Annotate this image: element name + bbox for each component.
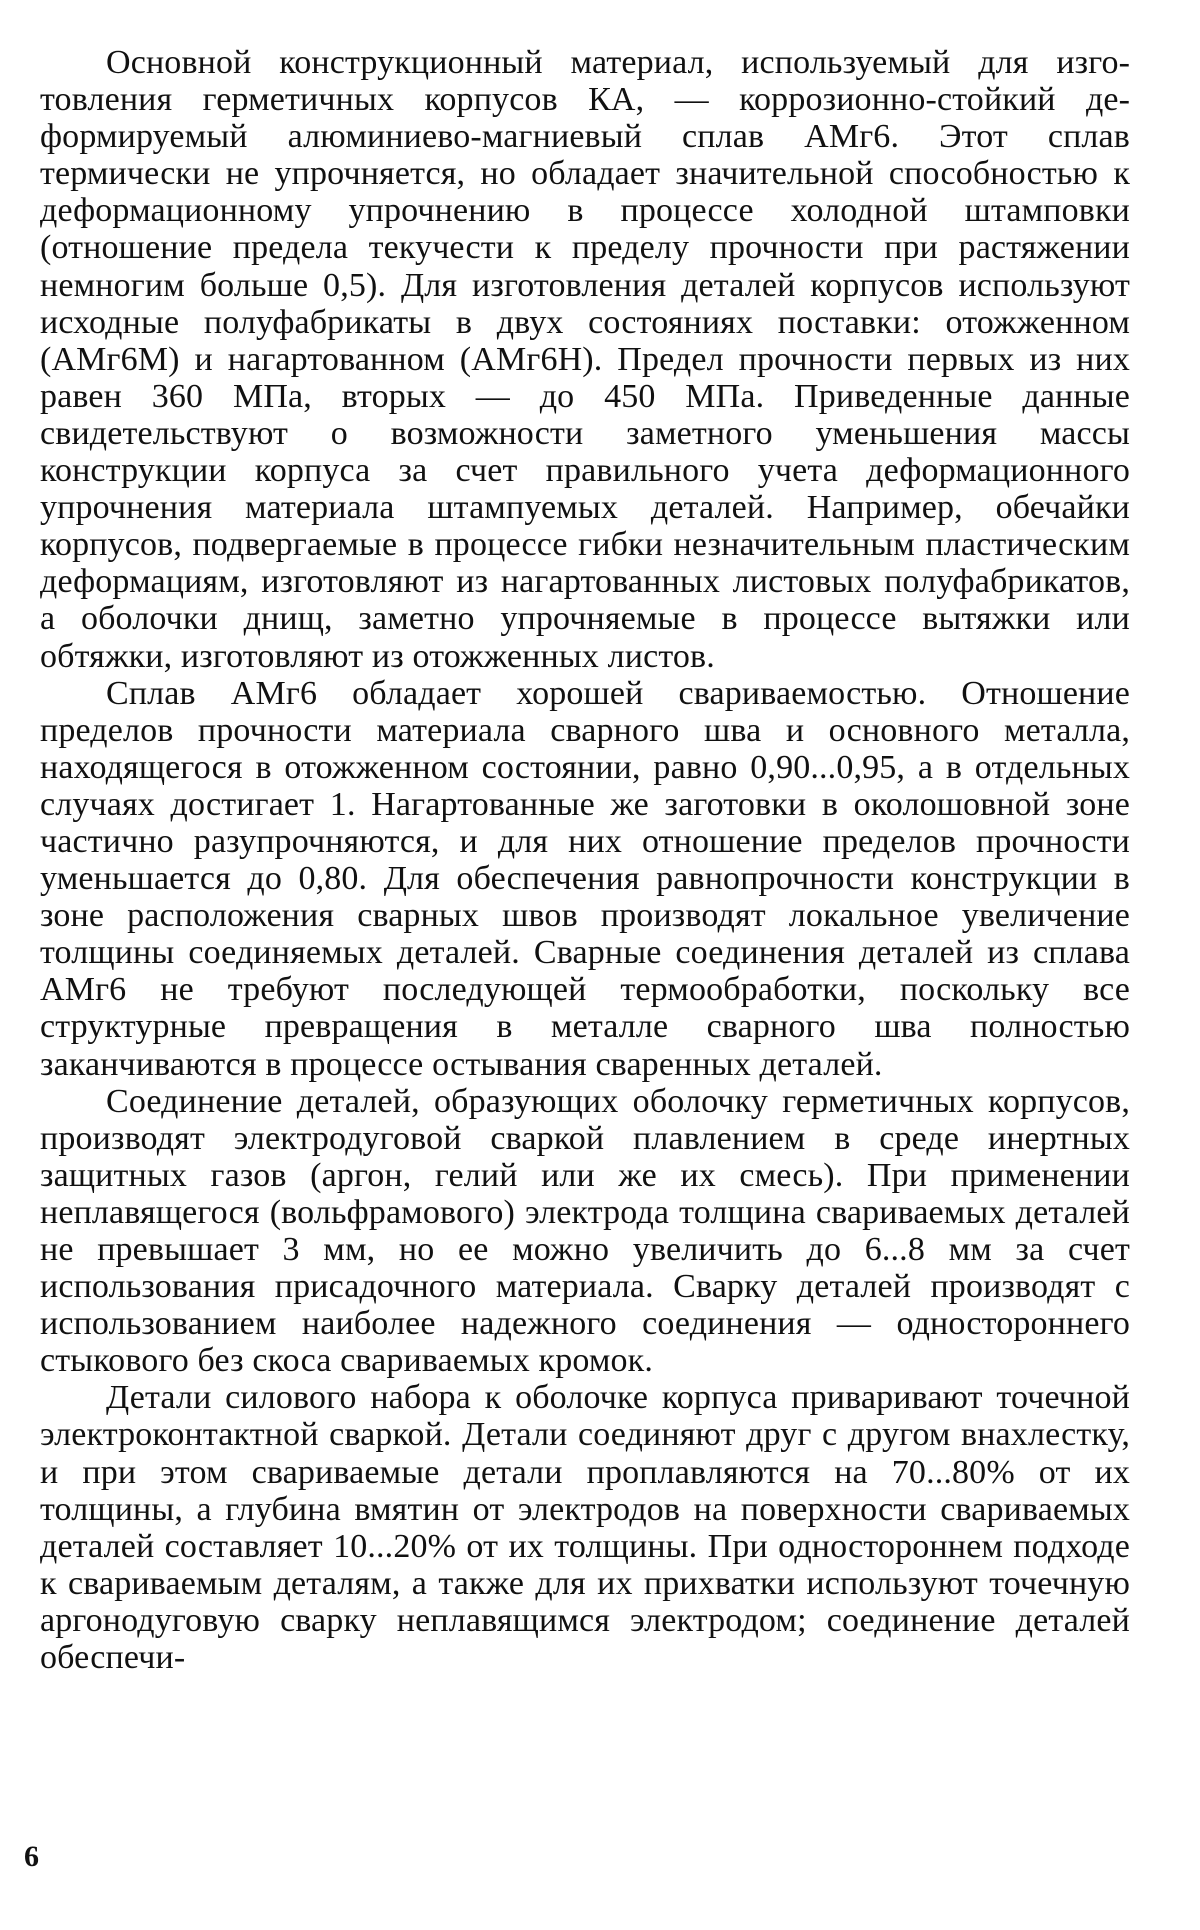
paragraph-spot-welding: Детали силового набора к оболочке корпуса приваривают точечной электроконтактной сваркой. Детали соединяют друг с другом внахлестку, и при этом свариваемые детали проплавляются на 70...80% от их толщины, а глубина вмятин от электродов на поверхности свариваемых деталей составляет 10...20% от их толщины. При одностороннем подходе к свариваемым деталям, а также для их прихватки используют точечную аргонодуговую сварку неплавящимся электродом; соединение деталей обеспечи-: [40, 1379, 1130, 1677]
paragraph-weldability: Сплав АМг6 обладает хорошей свариваемостью. Отношение пределов прочности материала сварного шва и основного металла, находящегося в отожженном состоянии, равно 0,90...0,95, а в отдельных случаях достигает 1. Нагартованные же заготовки в околошовной зоне частично разупрочняются, и для них отношение пределов прочности уменьшается до 0,80. Для обеспечения равнопрочности конструкции в зоне расположения сварных швов производят локальное увеличение толщины соединяемых деталей. Сварные соединения деталей из сплава АМг6 не требуют последующей термообработки, поскольку все структурные превращения в металле сварного шва полностью заканчиваются в процессе остывания сваренных деталей.: [40, 674, 1130, 1083]
paragraph-material: Основной конструкционный материал, используемый для изготовления герметичных корпусов КА, — коррозионно-стойкий деформируемый алюминиево-магниевый сплав АМг6. Этот сплав термически не упрочняется, но обладает значительной способностью к деформационному упрочнению в процессе холодной штамповки (отношение предела текучести к пределу прочности при растяжении немногим больше 0,5). Для изготовления деталей корпусов используют исходные полуфабрикаты в двух состояниях поставки: отожженном (АМг6М) и нагартованном (АМг6Н). Предел прочности первых из них равен 360 МПа, вторых — до 450 МПа. Приведенные данные свидетельствуют о возможности заметного уменьшения массы конструкции корпуса за счет правильного учета деформационного упрочнения материала штампуемых деталей. Например, обечайки корпусов, подвергаемые в процессе гибки незначительным пластическим деформациям, изготовляют из нагартованных листовых полуфабрикатов, а оболочки днищ, заметно упрочняемые в процессе вытяжки или обтяжки, изготовляют из отожженных листов.: [40, 44, 1130, 675]
paragraph-arc-welding: Соединение деталей, образующих оболочку герметичных корпусов, производят электродуговой сваркой плавлением в среде инертных защитных газов (аргон, гелий или же их смесь). При применении неплавящегося (вольфрамового) электрода толщина свариваемых деталей не превышает 3 мм, но ее можно увеличить до 6...8 мм за счет использования присадочного материала. Сварку деталей производят с использованием наиболее надежного соединения — одностороннего стыкового без скоса свариваемых кромок.: [40, 1082, 1130, 1380]
page-number: 6: [24, 1840, 39, 1873]
